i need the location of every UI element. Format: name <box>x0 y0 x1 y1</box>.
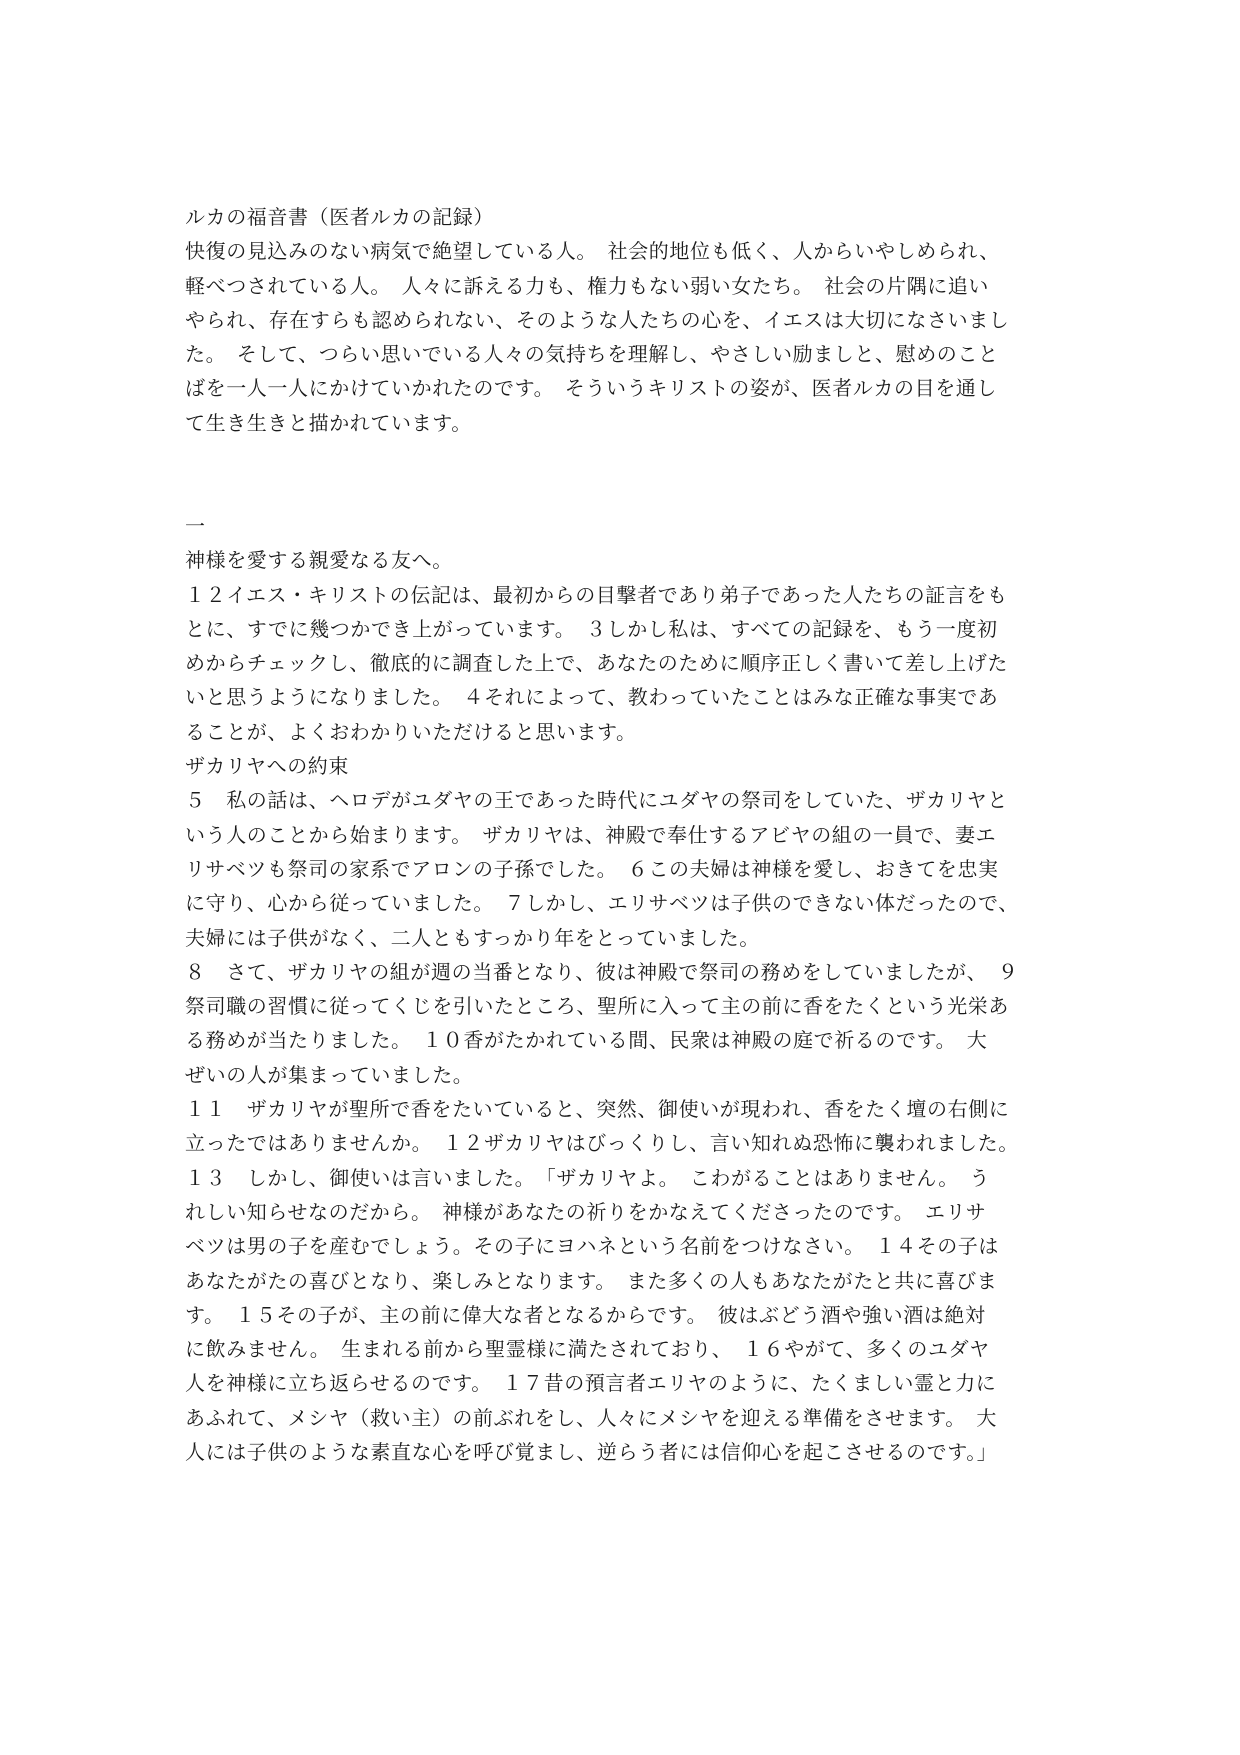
text-line: に飲みません。 生まれる前から聖霊様に満たされており、 １６やがて、多くのユダヤ <box>185 1337 990 1362</box>
text-line: とに、すでに幾つかでき上がっています。 ３しかし私は、すべての記録を、もう一度初 <box>185 616 998 641</box>
text-line: 祭司職の習慣に従ってくじを引いたところ、聖所に入って主の前に香をたくという光栄あ <box>185 994 1009 1019</box>
text-line: 人を神様に立ち返らせるのです。 １７昔の預言者エリヤのように、たくましい霊と力に <box>185 1371 997 1396</box>
text-line: た。 そして、つらい思いでいる人々の気持ちを理解し、やさしい励ましと、慰めのこと <box>185 342 999 367</box>
text-line: ることが、よくおわかりいただけると思います。 <box>185 719 637 744</box>
text-line: ８ さて、ザカリヤの組が週の当番となり、彼は神殿で祭司の務めをしていましたが、 ９ <box>185 959 1019 984</box>
intro-paragraph <box>185 234 1065 440</box>
text-line: いと思うようになりました。 ４それによって、教わっていたことはみな正確な事実であ <box>185 685 999 710</box>
text-line: に守り、心から従っていました。 ７しかし、エリサベツは子供のできない体だったので、 <box>185 891 1019 916</box>
intro-section <box>185 200 1065 440</box>
text-line: ばを一人一人にかけていかれたのです。 そういうキリストの姿が、医者ルカの目を通し <box>185 376 997 401</box>
chapter-body <box>185 543 1065 1469</box>
text-line: ぜいの人が集まっていました。 <box>185 1062 474 1087</box>
chapter-section <box>185 509 1065 1469</box>
text-line: いう人のことから始まります。 ザカリヤは、神殿で奉仕するアビヤの組の一員で、妻エ <box>185 822 997 847</box>
text-line: やられ、存在すらも認められない、そのような人たちの心を、イエスは大切になさいまし <box>185 307 1010 332</box>
text-line: 人には子供のような素直な心を呼び覚まし、逆らう者には信仰心を起こさせるのです。」 <box>185 1440 998 1465</box>
text-line: ５ 私の話は、ヘロデがユダヤの王であった時代にユダヤの祭司をしていた、ザカリヤと <box>185 788 1008 813</box>
text-line: 立ったではありませんか。 １２ザカリヤはびっくりし、言い知れぬ恐怖に襲われました。 <box>185 1131 1019 1156</box>
text-line: 神様を愛する親愛なる友へ。 <box>185 548 453 573</box>
text-line: １２イエス・キリストの伝記は、最初からの目撃者であり弟子であった人たちの証言をも <box>185 582 1008 607</box>
text-line: ベツは男の子を産むでしょう。その子にヨハネという名前をつけなさい。 １４その子は <box>185 1234 999 1259</box>
text-line: 夫婦には子供がなく、二人ともすっかり年をとっていました。 <box>185 925 760 950</box>
text-line: る務めが当たりました。 １０香がたかれている間、民衆は神殿の庭で祈るのです。 大 <box>185 1028 988 1053</box>
text-line: て生き生きと描かれています。 <box>185 410 472 435</box>
text-line: 快復の見込みのない病気で絶望している人。 社会的地位も低く、人からいやしめられ、 <box>185 239 1000 264</box>
text-line: １１ ザカリヤが聖所で香をたいていると、突然、御使いが現われ、香をたく壇の右側に <box>185 1097 1010 1122</box>
document-title: ルカの福音書（医者ルカの記録） <box>185 205 494 229</box>
text-line: れしい知らせなのだから。 神様があなたの祈りをかなえてくださったのです。 エリサ <box>185 1199 987 1224</box>
text-line: あなたがたの喜びとなり、楽しみとなります。 また多くの人もあなたがたと共に喜びま <box>185 1268 998 1293</box>
text-line: リサベツも祭司の家系でアロンの子孫でした。 ６この夫婦は神様を愛し、おきてを忠実 <box>185 856 999 881</box>
chapter-number: 一 <box>185 514 206 538</box>
text-line: す。 １５その子が、主の前に偉大な者となるからです。 彼はぶどう酒や強い酒は絶対 <box>185 1302 986 1327</box>
text-line: ザカリヤへの約束 <box>185 754 349 779</box>
text-line: めからチェックし、徹底的に調査した上で、あなたのために順序正しく書いて差し上げた <box>185 651 1008 676</box>
text-line: １３ しかし、御使いは言いました。 「ザカリヤよ。 こわがることはありません。 う <box>185 1165 990 1190</box>
text-line: あふれて、メシヤ（救い主）の前ぶれをし、人々にメシヤを迎える準備をさせます。 大 <box>185 1405 997 1430</box>
text-line: 軽べつされている人。 人々に訴える力も、権力もない弱い女たち。 社会の片隅に追い <box>185 273 989 298</box>
